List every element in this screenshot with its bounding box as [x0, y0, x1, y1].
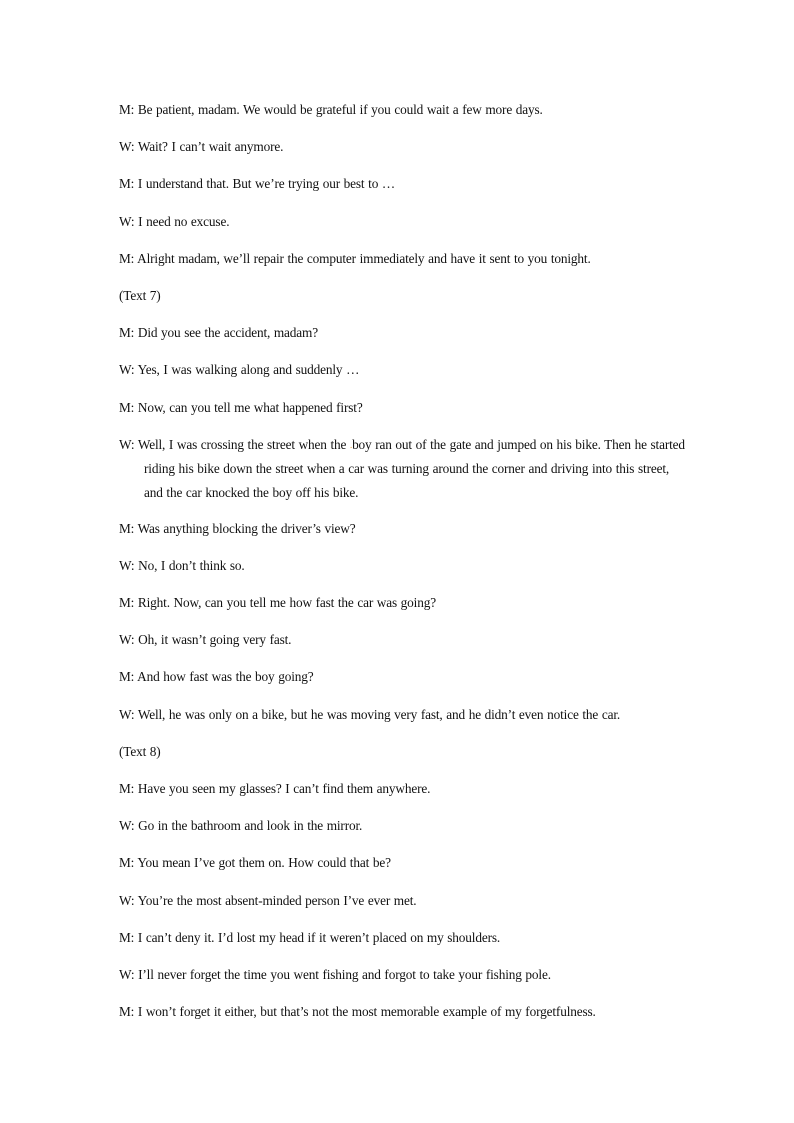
dialogue-line: M: Right. Now, can you tell me how fast the car was going? [119, 595, 436, 611]
dialogue-line: M: Alright madam, we’ll repair the computer immediately and have it sent to you tonight. [119, 250, 591, 266]
dialogue-line: W: I’ll never forget the time you went fishing and forgot to take your fishing pole. [119, 966, 551, 982]
section-heading: (Text 8) [119, 743, 161, 759]
dialogue-line: W: No, I don’t think so. [119, 557, 245, 573]
dialogue-line: M: Now, can you tell me what happened first? [119, 399, 363, 415]
dialogue-line: M: Be patient, madam. We would be grateful if you could wait a few more days. [119, 102, 543, 117]
dialogue-line: W: Yes, I was walking along and suddenly … [119, 362, 360, 378]
dialogue-line: W: Wait? I can’t wait anymore. [119, 139, 284, 155]
dialogue-line: W: Well, he was only on a bike, but he was moving very fast, and he didn’t even notice the car. [119, 706, 621, 722]
section-heading: (Text 7) [119, 287, 161, 303]
dialogue-line: W: Oh, it wasn’t going very fast. [119, 632, 292, 648]
dialogue-line: M: I won’t forget it either, but that’s not the most memorable example of my forgetfulness. [119, 1004, 596, 1020]
dialogue-line: W: You’re the most absent-minded person I’ve ever met. [119, 892, 417, 908]
dialogue-line: W: I need no excuse. [119, 213, 230, 229]
dialogue-text: W: Well, I was crossing the street when the [119, 436, 350, 452]
stray-mark: . [349, 439, 353, 450]
dialogue-line: M: Did you see the accident, madam? [119, 325, 318, 341]
dialogue-line: W: Go in the bathroom and look in the mirror. [119, 818, 363, 834]
dialogue-line: M: Have you seen my glasses? I can’t find them anywhere. [119, 781, 431, 796]
dialogue-line: M: I can’t deny it. I’d lost my head if it weren’t placed on my shoulders. [119, 929, 501, 945]
dialogue-line: M: Was anything blocking the driver’s view? [119, 520, 356, 536]
dialogue-text: boy ran out of the gate and jumped on his bike. Then he started riding his bike down the street when a car was turning around the corner and driving into this street, and the car knocked the boy off his bike. [144, 436, 685, 500]
dialogue-line: M: I understand that. But we’re trying our best to … [119, 176, 396, 192]
dialogue-line: M: And how fast was the boy going? [119, 669, 314, 685]
dialogue-line [119, 433, 689, 505]
transcript [119, 98, 689, 1037]
dialogue-line: M: You mean I’ve got them on. How could that be? [119, 855, 391, 871]
